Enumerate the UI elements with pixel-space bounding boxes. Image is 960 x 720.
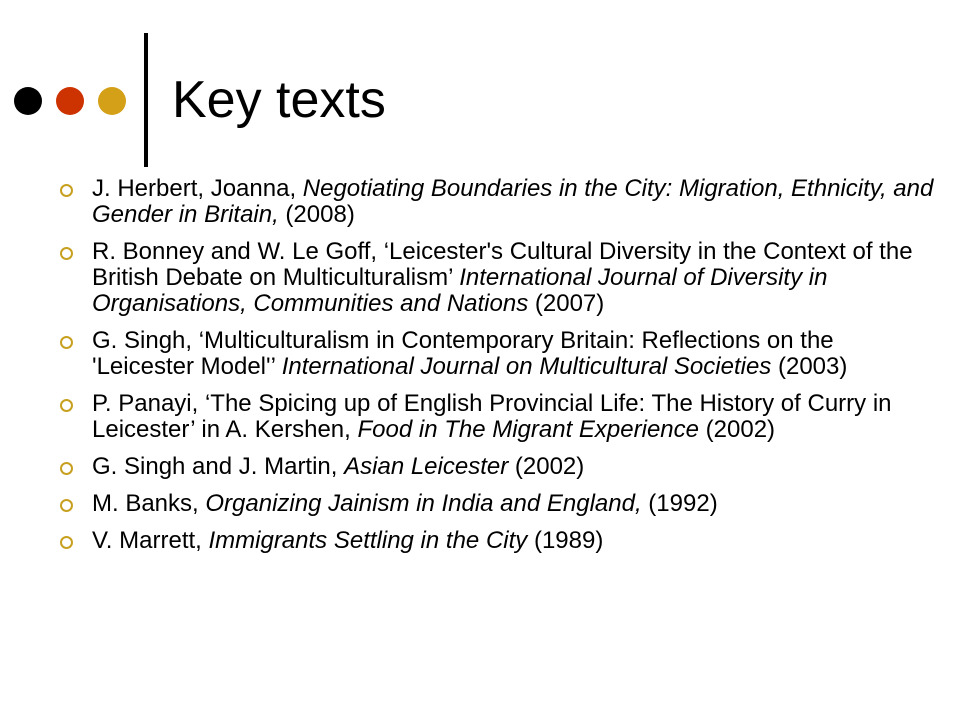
bullet-ring-icon: [60, 247, 73, 260]
citation-title: Organizing Jainism in India and England,: [205, 490, 642, 517]
bullet-item: [60, 176, 940, 228]
title-divider: [144, 33, 148, 167]
citation-text: (2008): [278, 201, 355, 228]
red-dot-icon: [56, 87, 84, 115]
citation-text: (2007): [528, 290, 605, 317]
citation-text: J. Herbert, Joanna,: [92, 175, 303, 202]
bullet-ring-icon: [60, 536, 73, 549]
bullet-ring-icon: [60, 336, 73, 349]
citation-text: (1989): [527, 527, 604, 554]
black-dot-icon: [14, 87, 42, 115]
bullet-item: [60, 491, 940, 517]
citation-text: (2003): [771, 353, 848, 380]
citation-title: International Journal of Diversity in Organisations, Communities and Nations: [92, 264, 828, 317]
citation-text: M. Banks,: [92, 490, 206, 517]
bullet-ring-icon: [60, 184, 73, 197]
citation-title: Food in The Migrant Experience: [357, 416, 699, 443]
citation-text: G. Singh and J. Martin,: [92, 453, 345, 480]
citation-title: Negotiating Boundaries in the City: Migration, Ethnicity, and Gender in Britain,: [92, 175, 934, 228]
bullet-item: [60, 528, 940, 554]
citation-text: P. Panayi, ‘The Spicing up of English Provincial Life: The History of Curry in Leicester’ in A. Kershen,: [92, 390, 892, 443]
citation-title: Immigrants Settling in the City: [208, 527, 528, 554]
gold-dot-icon: [98, 87, 126, 115]
citation-text: R. Bonney and W. Le Goff, ‘Leicester's Cultural Diversity in the Context of the British Debate on Multiculturalism’: [92, 238, 913, 291]
citation-text: G. Singh, ‘Multiculturalism in Contemporary Britain: Reflections on the 'Leicester Model'’: [92, 327, 834, 380]
bullet-item: [60, 239, 940, 317]
bullet-ring-icon: [60, 399, 73, 412]
citation-text: (2002): [699, 416, 776, 443]
bullet-item: [60, 454, 940, 480]
bullet-item: [60, 328, 940, 380]
citation-title: International Journal on Multicultural Societies: [281, 353, 772, 380]
citation-text: (2002): [508, 453, 585, 480]
bullet-list: [60, 176, 940, 565]
slide-title: Key texts: [172, 71, 386, 129]
bullet-ring-icon: [60, 462, 73, 475]
bullet-ring-icon: [60, 499, 73, 512]
citation-text: V. Marrett,: [92, 527, 209, 554]
citation-text: (1992): [641, 490, 718, 517]
citation-title: Asian Leicester: [344, 453, 509, 480]
bullet-item: [60, 391, 940, 443]
